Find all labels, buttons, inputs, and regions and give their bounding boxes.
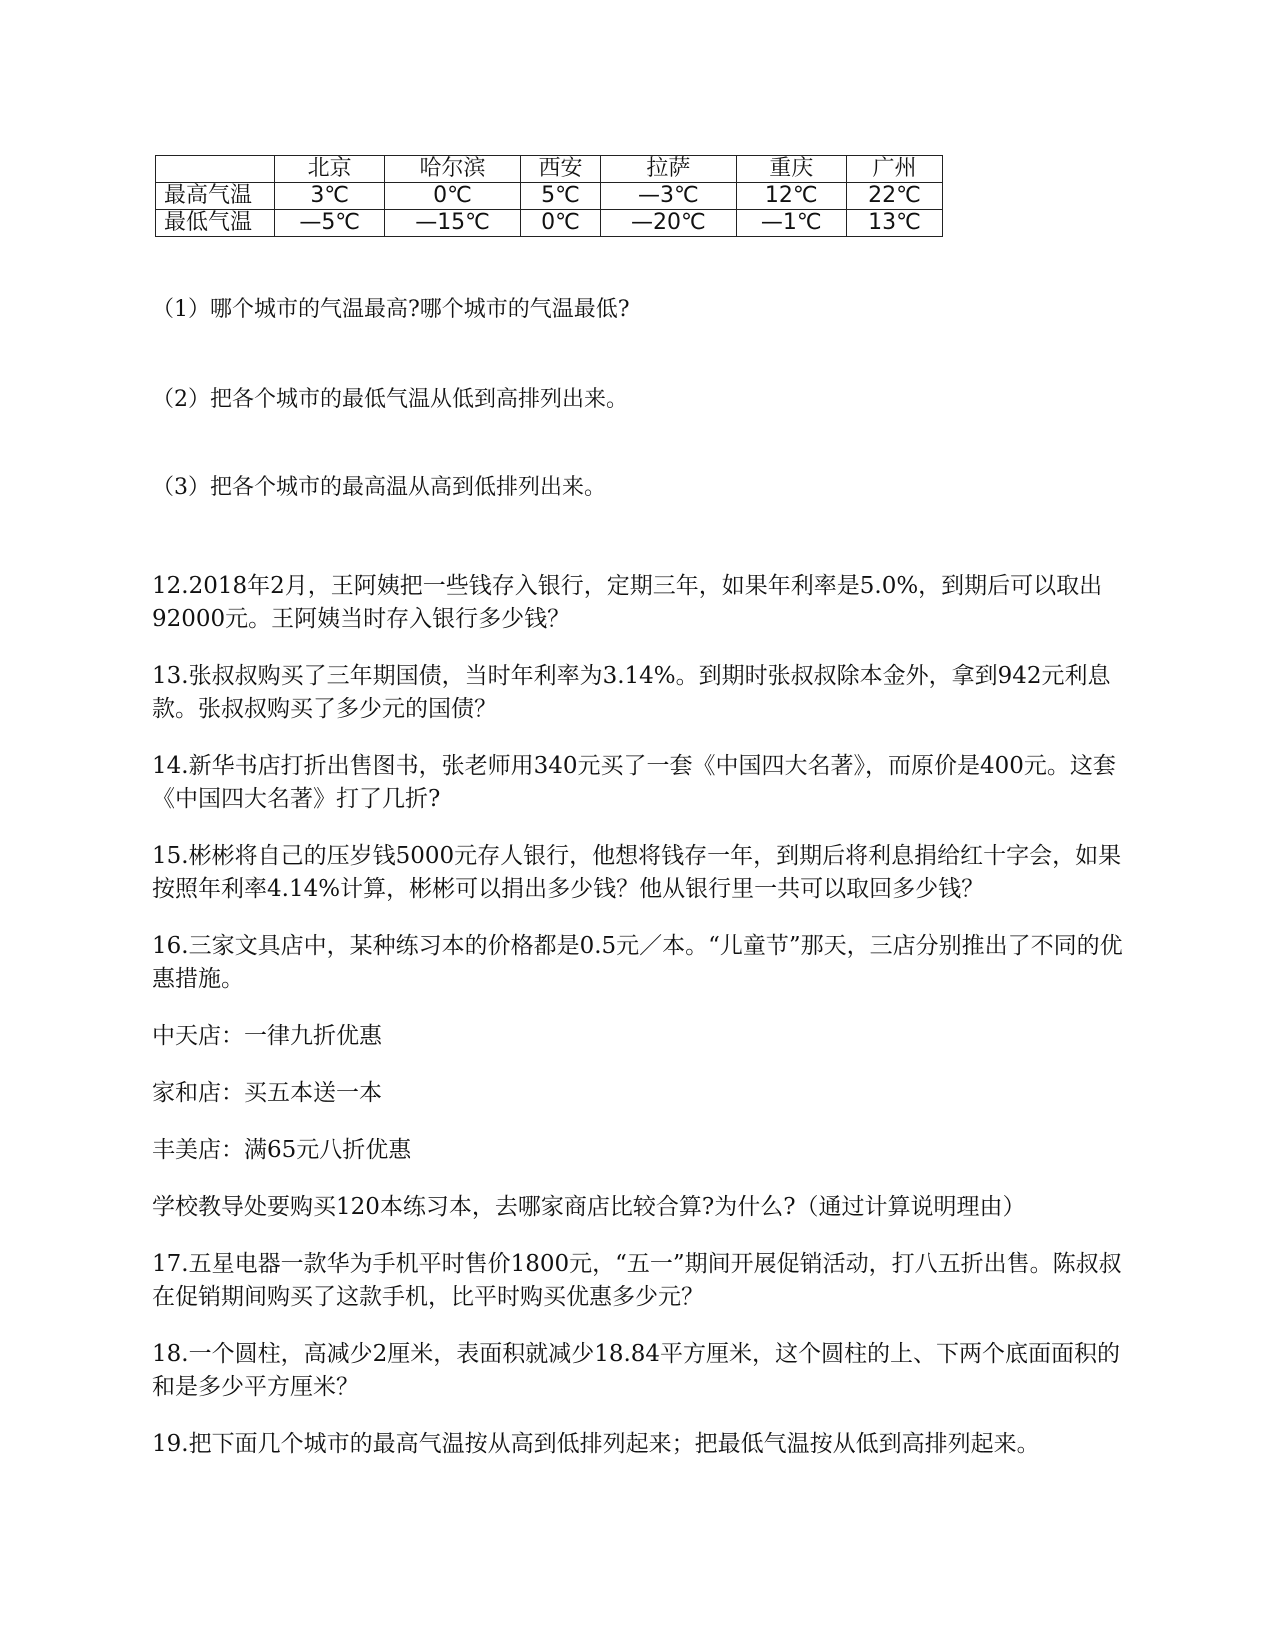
table-cell: —5℃	[275, 210, 385, 237]
store-fengmei: 丰美店：满65元八折优惠	[152, 1137, 412, 1163]
table-cell: 5℃	[520, 183, 600, 210]
city-guangzhou: 广州	[846, 156, 942, 183]
store-zhongtian: 中天店：一律九折优惠	[152, 1023, 382, 1049]
row-label-high: 最高气温	[156, 183, 275, 210]
subquestion-3: （3）把各个城市的最高温从高到低排列出来。	[152, 475, 606, 500]
store-jiahe: 家和店：买五本送一本	[152, 1080, 382, 1106]
city-xian: 西安	[520, 156, 600, 183]
temperature-table	[155, 155, 943, 237]
city-chongqing: 重庆	[736, 156, 846, 183]
problem-16-question: 学校教导处要购买120本练习本，去哪家商店比较合算?为什么?（通过计算说明理由）	[152, 1194, 1026, 1220]
problem-list	[152, 570, 1132, 1485]
subquestion-1: （1）哪个城市的气温最高?哪个城市的气温最低?	[152, 297, 630, 322]
table-cell: 0℃	[385, 183, 520, 210]
problem-17: 17.五星电器一款华为手机平时售价1800元，“五一”期间开展促销活动，打八五折出售。陈叔叔在促销期间购买了这款手机，比平时购买优惠多少元？	[152, 1251, 1122, 1310]
row-label-low: 最低气温	[156, 210, 275, 237]
problem-14: 14.新华书店打折出售图书，张老师用340元买了一套《中国四大名著》，而原价是400元。这套《中国四大名著》打了几折?	[152, 753, 1116, 812]
table-cell: —1℃	[736, 210, 846, 237]
problem-13: 13.张叔叔购买了三年期国债，当时年利率为3.14%。到期时张叔叔除本金外，拿到942元利息款。张叔叔购买了多少元的国债？	[152, 663, 1111, 722]
table-row-low	[156, 210, 943, 237]
problem-18: 18.一个圆柱，高减少2厘米，表面积就减少18.84平方厘米，这个圆柱的上、下两个底面面积的和是多少平方厘米？	[152, 1341, 1121, 1400]
problem-12: 12.2018年2月，王阿姨把一些钱存入银行，定期三年，如果年利率是5.0%，到期后可以取出92000元。王阿姨当时存入银行多少钱？	[152, 573, 1103, 632]
table-cell: 13℃	[846, 210, 942, 237]
table-row-high	[156, 183, 943, 210]
table-cell: 12℃	[736, 183, 846, 210]
problem-19: 19.把下面几个城市的最高气温按从高到低排列起来；把最低气温按从低到高排列起来。	[152, 1431, 1040, 1457]
city-harbin: 哈尔滨	[385, 156, 520, 183]
table-header-row	[156, 156, 943, 183]
problem-15: 15.彬彬将自己的压岁钱5000元存人银行，他想将钱存一年，到期后将利息捐给红十字会，如果按照年利率4.14%计算，彬彬可以捐出多少钱？他从银行里一共可以取回多少钱？	[152, 843, 1122, 902]
subquestion-2: （2）把各个城市的最低气温从低到高排列出来。	[152, 387, 628, 412]
city-beijing: 北京	[275, 156, 385, 183]
table-cell: —15℃	[385, 210, 520, 237]
problem-16: 16.三家文具店中，某种练习本的价格都是0.5元／本。“儿童节”那天，三店分别推出了不同的优惠措施。	[152, 933, 1123, 992]
city-lhasa: 拉萨	[601, 156, 736, 183]
table-cell: 0℃	[520, 210, 600, 237]
table-cell: 22℃	[846, 183, 942, 210]
table-cell: 3℃	[275, 183, 385, 210]
table-corner-cell	[156, 156, 275, 183]
table-cell: —20℃	[601, 210, 736, 237]
table-cell: —3℃	[601, 183, 736, 210]
